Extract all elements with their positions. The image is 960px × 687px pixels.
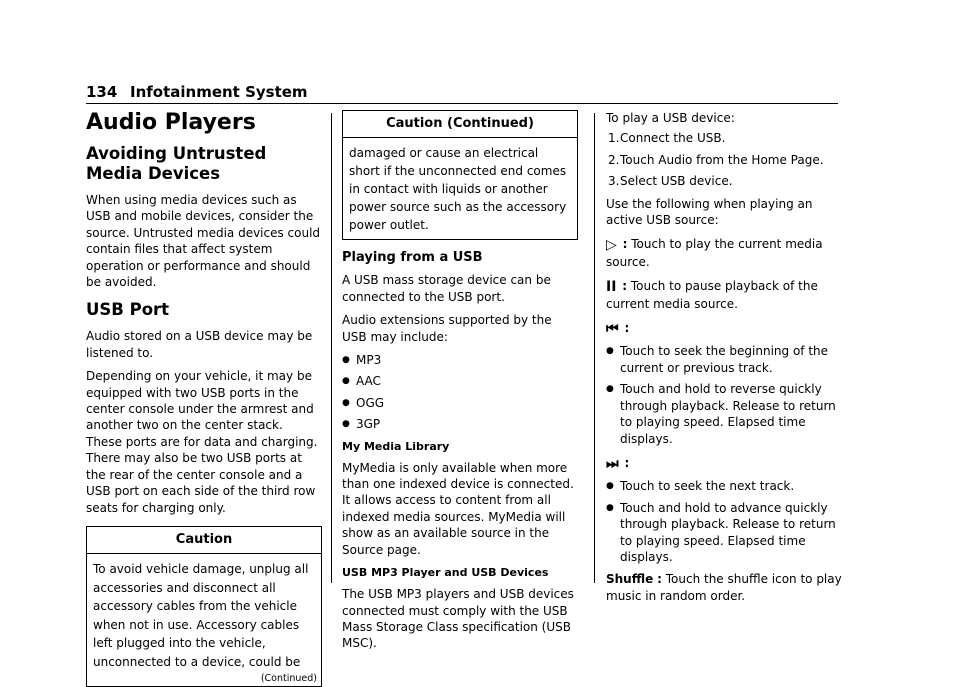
page-number: 134 [86,83,118,101]
heading-playing-usb: Playing from a USB [342,250,483,266]
play-entry: ▷ : Touch to play the current media source. [606,237,823,269]
bullet-icon: ● [606,384,614,395]
pause-icon: II [606,279,617,296]
column-divider [594,113,595,583]
column-divider [331,113,332,583]
next-entry: ⏭ : [606,455,630,472]
list-item: 2. Touch Audio from the Home Page. [608,152,824,167]
paragraph: Use the following when playing an active USB source: [606,196,813,228]
column-2 [342,110,578,659]
paragraph: When using media devices such as USB and mobile devices, consider the source. Untrusted media devices could contain files that affect system operation or performance and should be avoided. [86,193,321,290]
list-item: ● OGG [342,395,385,410]
caution-text: To avoid vehicle damage, unplug all accessories and disconnect all accessory cables from the vehicle when not in use. Accessory cables left plugged into the vehicle, unconnected to a device, could be [93,562,309,669]
column-3 [606,110,842,611]
list-item: 1. Connect the USB. [608,131,726,146]
continued-label: (Continued) [260,673,317,685]
steps-list [606,130,842,189]
previous-list [606,343,842,446]
bullet-icon: ● [606,481,614,492]
paragraph: To play a USB device: [606,111,735,125]
shuffle-entry: Shuffle : Touch the shuffle icon to play music in random order. [606,572,842,603]
list-item: ● Touch and hold to advance quickly through playback. Release to return to playing speed. Elapsed time displays. [606,500,836,564]
list-item: ● MP3 [342,353,382,368]
shuffle-label: Shuffle [606,572,654,587]
list-item: ● AAC [342,374,381,389]
paragraph: Audio stored on a USB device may be listened to. [86,329,313,360]
caution-text: damaged or cause an electrical short if the unconnected end comes in contact with liquids or another power source such as the accessory power outlet. [349,146,567,233]
extension-list [342,352,578,433]
section-title: Infotainment System [130,83,308,101]
bullet-icon: ● [342,419,350,430]
bullet-icon: ● [342,397,350,408]
next-track-icon: ⏭ [606,455,619,472]
caution-box-continued [342,110,578,240]
bullet-icon: ● [342,376,350,387]
paragraph: Audio extensions supported by the USB may include: [342,313,552,344]
play-icon: ▷ [606,237,617,254]
caution-body [343,138,577,239]
page-title: Audio Players [86,110,256,135]
heading-usb-port: USB Port [86,300,170,320]
caution-box [86,526,322,687]
page-header [86,83,838,104]
list-item: 3. Select USB device. [608,174,733,189]
previous-entry: ⏮ : [606,321,630,338]
list-item: ● Touch to seek the next track. [606,479,795,494]
paragraph: The USB MP3 players and USB devices connected must comply with the USB Mass Storage Class specification (USB MSC). [342,587,574,651]
paragraph: MyMedia is only available when more than one indexed device is connected. It allows access to content from all indexed media sources. MyMedia will show as an available source in the Source page. [342,460,574,557]
previous-track-icon: ⏮ [606,321,619,338]
bullet-icon: ● [606,502,614,513]
list-item: ● 3GP [342,417,381,432]
list-item: ● Touch to seek the beginning of the current or previous track. [606,344,829,375]
caution-body [87,554,321,673]
paragraph: A USB mass storage device can be connected to the USB port. [342,273,551,304]
heading-untrusted-media: Avoiding Untrusted Media Devices [86,144,267,183]
paragraph: Depending on your vehicle, it may be equipped with two USB ports in the center console under the armrest and another two on the center stack. These ports are for data and charging. There may also be two USB ports at the rear of the center console and a USB port on each side of the third row seats for charging only. [86,369,318,515]
pause-entry: II : Touch to pause playback of the current media source. [606,279,818,311]
heading-usb-mp3: USB MP3 Player and USB Devices [342,566,549,580]
heading-media-library: My Media Library [342,439,450,453]
bullet-icon: ● [342,355,350,366]
column-1 [86,110,322,687]
next-list [606,478,842,565]
caution-title: Caution [87,527,321,554]
caution-title: Caution (Continued) [343,111,577,138]
list-item: ● Touch and hold to reverse quickly through playback. Release to return to playing speed. Elapsed time displays. [606,382,836,446]
bullet-icon: ● [606,346,614,357]
